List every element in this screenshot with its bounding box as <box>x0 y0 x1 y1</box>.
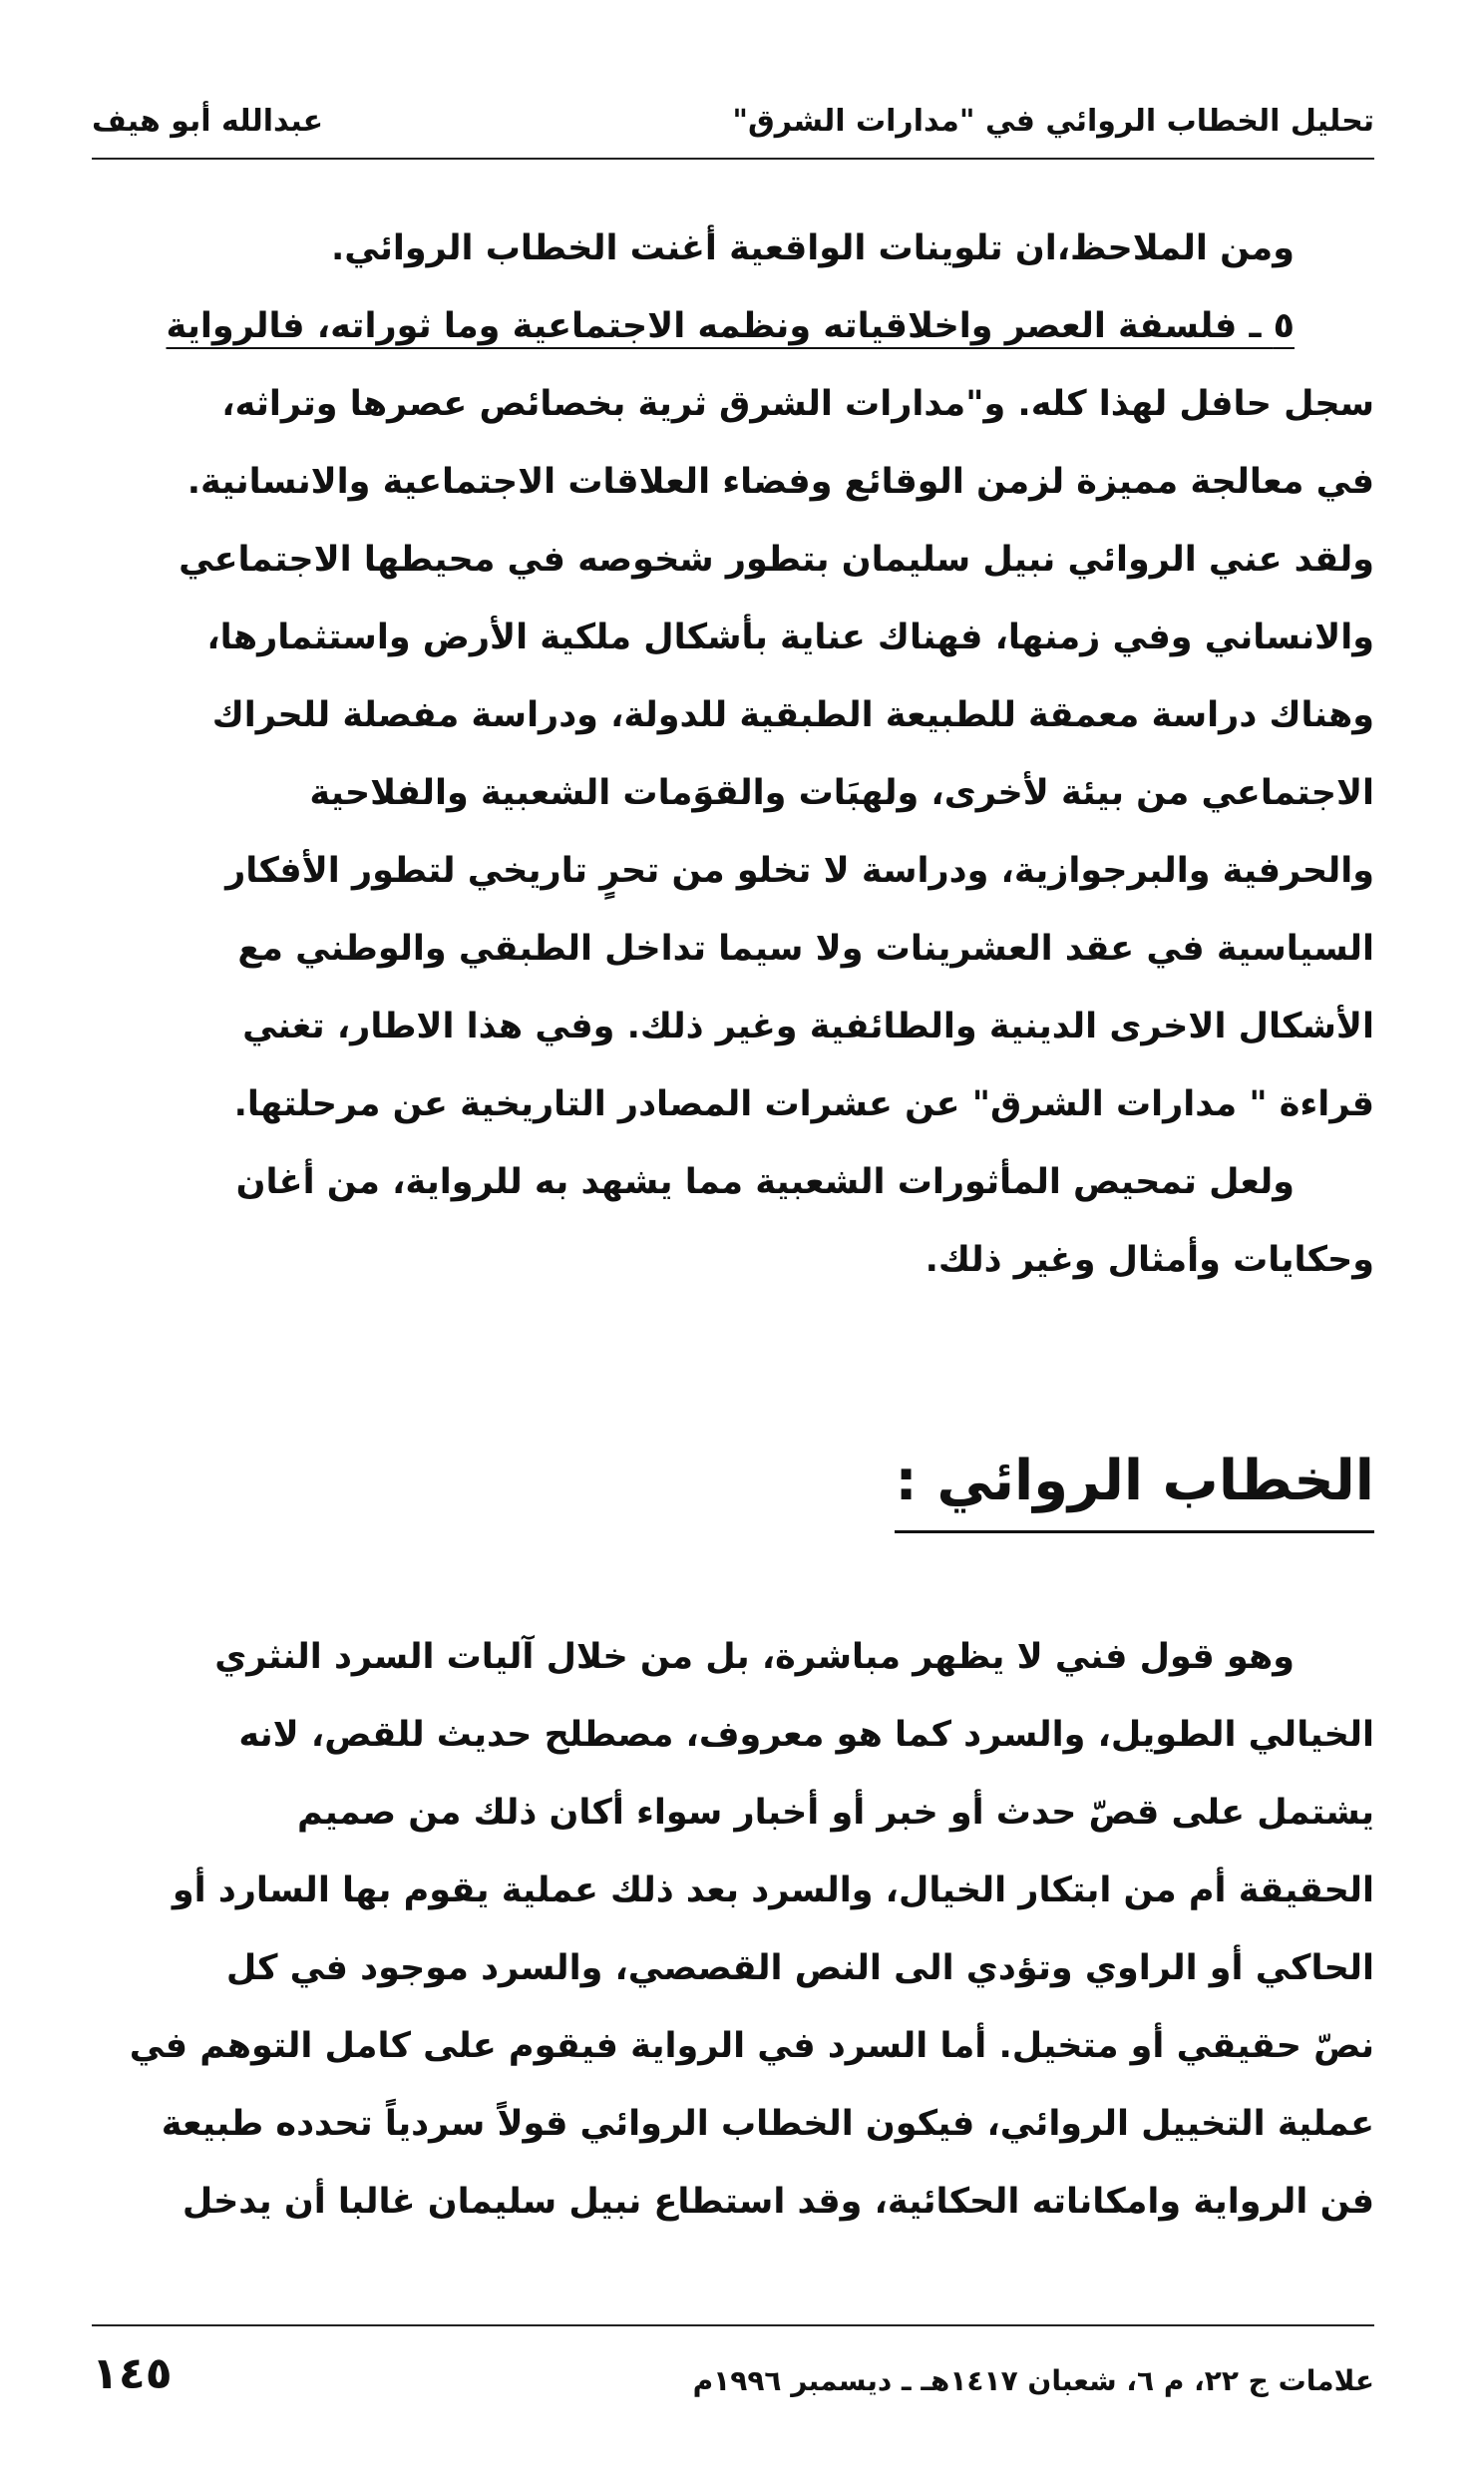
text-line: وحكايات وأمثال وغير ذلك. <box>925 1240 1374 1280</box>
body-text-bottom <box>92 1618 1374 2241</box>
section-heading: الخطاب الروائي : <box>895 1437 1374 1533</box>
text-line: فن الرواية وامكاناته الحكائية، وقد استطاع نبيل سليمان غالبا أن يدخل <box>182 2182 1374 2222</box>
header-rule <box>92 158 1374 160</box>
text-line: الحقيقة أم من ابتكار الخيال، والسرد بعد ذلك عملية يقوم بها السارد أو <box>172 1870 1374 1910</box>
text-line: السياسية في عقد العشرينات ولا سيما تداخل الطبقي والوطني مع <box>237 929 1374 969</box>
footer-rule <box>92 2324 1374 2326</box>
text-line: وهناك دراسة معمقة للطبيعة الطبقية للدولة، ودراسة مفصلة للحراك <box>211 695 1374 735</box>
text-line: ٥ ـ فلسفة العصر واخلاقياته ونظمه الاجتماعية وما ثوراته، فالرواية <box>166 306 1295 346</box>
text-line: سجل حافل لهذا كله. و"مدارات الشرق ثرية بخصائص عصرها وتراثه، <box>221 384 1374 424</box>
text-line: قراءة " مدارات الشرق" عن عشرات المصادر التاريخية عن مرحلتها. <box>233 1084 1374 1124</box>
header-article-title: تحليل الخطاب الروائي في "مدارات الشرق" <box>732 104 1374 139</box>
text-line: وهو قول فني لا يظهر مباشرة، بل من خلال آليات السرد النثري <box>214 1637 1295 1677</box>
text-line: الخيالي الطويل، والسرد كما هو معروف، مصطلح حديث للقص، لانه <box>238 1715 1374 1755</box>
text-line: والحرفية والبرجوازية، ودراسة لا تخلو من تحرٍ تاريخي لتطور الأفكار <box>225 851 1374 891</box>
text-line: ولعل تمحيص المأثورات الشعبية مما يشهد به للرواية، من أغان <box>235 1162 1295 1202</box>
text-line: في معالجة مميزة لزمن الوقائع وفضاء العلاقات الاجتماعية والانسانية. <box>186 462 1374 502</box>
running-header <box>92 92 1374 152</box>
text-line: نصّ حقيقي أو متخيل. أما السرد في الرواية فيقوم على كامل التوهم في <box>129 2026 1374 2066</box>
text-line: ولقد عني الروائي نبيل سليمان بتطور شخوصه في محيطها الاجتماعي <box>179 540 1374 580</box>
body-text-top <box>92 209 1374 1299</box>
text-line: الاجتماعي من بيئة لأخرى، ولهبَات والقوَمات الشعبية والفلاحية <box>309 773 1374 813</box>
page-footer <box>92 2344 1374 2414</box>
header-author-name: عبدالله أبو هيف <box>92 104 324 139</box>
text-line: والانساني وفي زمنها، فهناك عناية بأشكال ملكية الأرض واستثمارها، <box>206 618 1374 657</box>
page-number: ١٤٥ <box>92 2348 173 2399</box>
text-line: الأشكال الاخرى الدينية والطائفية وغير ذلك. وفي هذا الاطار، تغني <box>242 1007 1374 1046</box>
journal-citation: علامات ج ٢٢، م ٦، شعبان ١٤١٧هـ ـ ديسمبر ١٩٩٦م <box>692 2364 1374 2397</box>
text-line: ومن الملاحظ،ان تلوينات الواقعية أغنت الخطاب الروائي. <box>331 228 1295 268</box>
text-line: عملية التخييل الروائي، فيكون الخطاب الروائي قولاً سردياً تحدده طبيعة <box>161 2104 1374 2144</box>
text-line: الحاكي أو الراوي وتؤدي الى النص القصصي، والسرد موجود في كل <box>225 1948 1374 1988</box>
text-line: يشتمل على قصّ حدث أو خبر أو أخبار سواء أكان ذلك من صميم <box>297 1793 1374 1833</box>
